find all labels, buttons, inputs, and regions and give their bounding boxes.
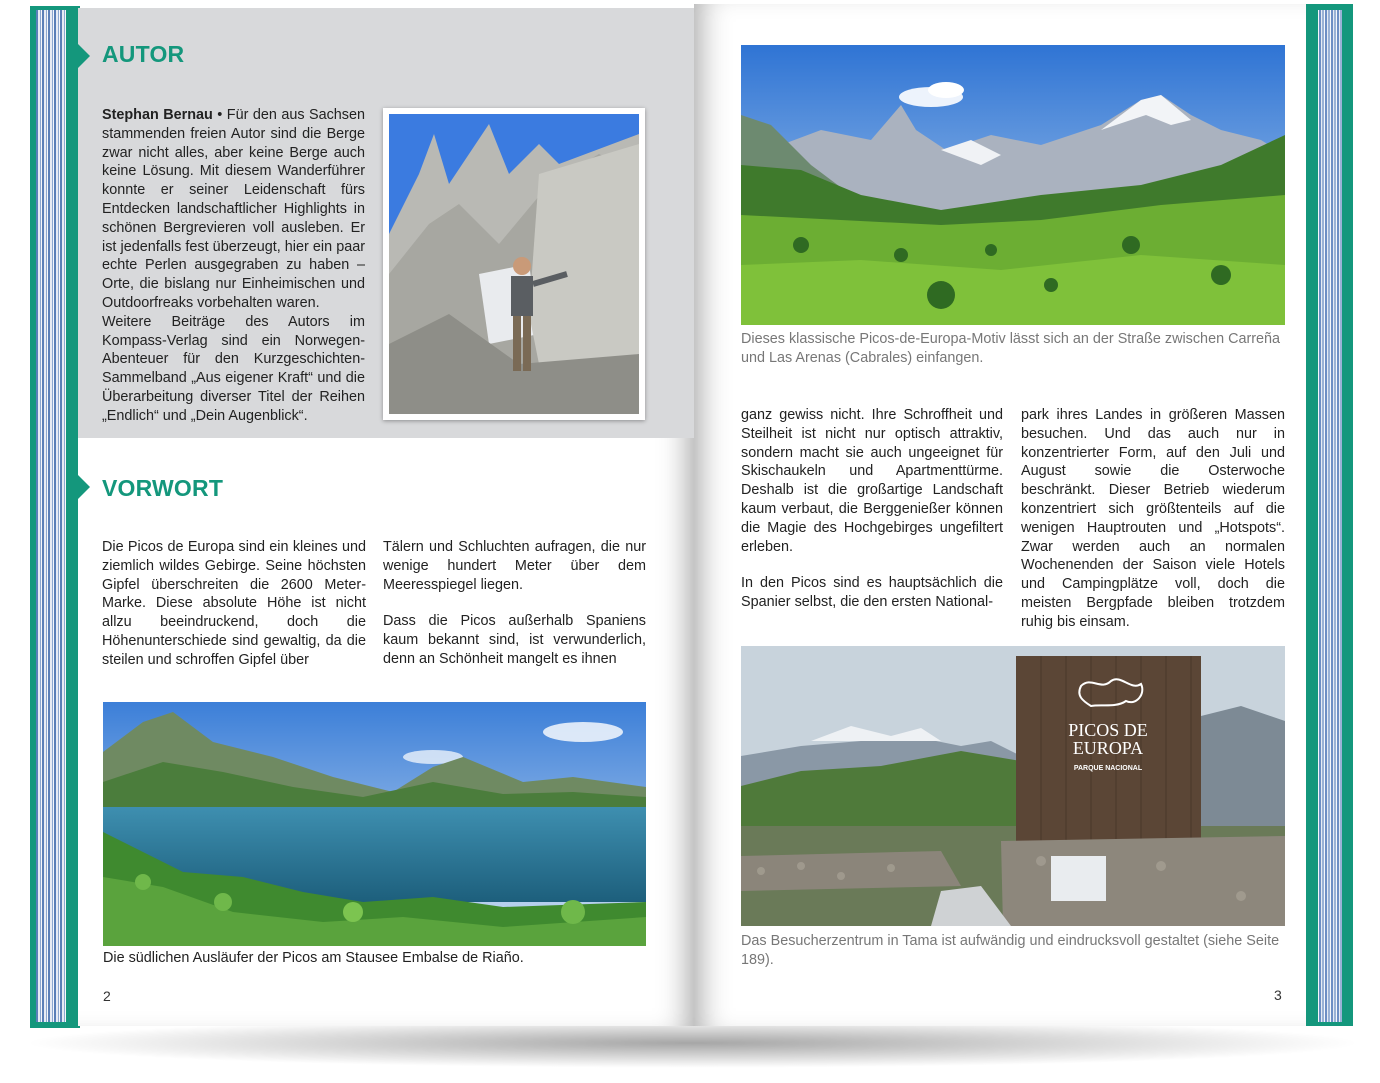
right-col2-text: park ihres Landes in größeren Massen besuchen. Und das auch nur in konzentrierter Form, auf den Juli und August sowie die Osterwoche beschränkt. Dieser Betrieb wiederum konzentriert sich größtenteils auf die wenigen Hauptrouten und „Hotspots“. Zwar werden auch an normalen Wochenenden der Saison viele Hotels und Campingplätze voll, doch die meisten Bergpfade bleiben trotzdem ruhig bis einsam. — [1021, 407, 1285, 630]
page-number-right: 3 — [1274, 987, 1282, 1003]
author-portrait-frame — [383, 108, 645, 420]
right-page — [694, 4, 1306, 1026]
vorwort-col2-p2: Dass die Picos außerhalb Spaniens kaum bekannt sind, ist verwunderlich, denn an Schönheit mangelt es ihnen — [383, 613, 646, 667]
vorwort-col1-text: Die Picos de Europa sind ein kleines und ziemlich wildes Gebirge. Seine höchsten Gipfel überschreiten die 2600 Meter-Marke. Diese absolute Höhe ist nicht allzu beeindruckend, doch die Höhenunterschiede sind gewaltig, da die steilen und schroffen Gipfel über — [102, 539, 366, 668]
left-page — [78, 8, 694, 1026]
page-edges-right — [1318, 10, 1342, 1022]
vorwort-col2-p1: Tälern und Schluchten aufragen, die nur wenige hundert Meter über dem Meeresspiegel liegen. — [383, 539, 646, 593]
visitor-center-photo — [741, 646, 1285, 926]
vorwort-column-1 — [102, 538, 366, 670]
autor-heading-marker — [78, 44, 90, 68]
vorwort-column-2 — [383, 538, 646, 669]
author-portrait-photo — [389, 114, 639, 414]
vorwort-heading: VORWORT — [102, 475, 224, 501]
sign-text-line2: EUROPA — [1072, 738, 1144, 758]
right-col1-p2: In den Picos sind es hauptsächlich die Spanier selbst, die den ersten National- — [741, 575, 1003, 611]
sign-text-line3: PARQUE NACIONAL — [1073, 765, 1143, 772]
right-column-2 — [1021, 406, 1285, 632]
author-bio-text: • Für den aus Sachsen stammenden freien Autor sind die Berge zwar nicht alles, aber keine Berge auch keine Lösung. Mit diesem Wanderführer konnte er seiner Leidenschaft fürs Entdecken landschaftlicher Highlights in schönen Bergrevieren voll ausleben. Er ist jedenfalls fest überzeugt, hier ein paar echte Perlen ausgegraben zu haben – Orte, die bislang nur Einheimischen und Outdoorfreaks vorbehalten waren. — [102, 107, 365, 311]
mountain-meadow-photo — [741, 45, 1285, 325]
page-number-left: 2 — [103, 988, 111, 1004]
lake-caption: Die südlichen Ausläufer der Picos am Stausee Embalse de Riaño. — [103, 950, 524, 966]
author-name: Stephan Bernau — [102, 107, 213, 123]
right-column-1 — [741, 406, 1003, 612]
autor-heading: AUTOR — [102, 41, 185, 67]
page-edges-left — [36, 10, 66, 1022]
mountain-meadow-caption: Dieses klassische Picos-de-Europa-Motiv lässt sich an der Straße zwischen Carreña und Las Arenas (Cabrales) einfangen. — [741, 331, 1281, 366]
sign-text-line1: PICOS DE — [1068, 720, 1148, 740]
vorwort-heading-marker — [78, 475, 90, 499]
visitor-center-caption: Das Besucherzentrum in Tama ist aufwändig und eindrucksvoll gestaltet (siehe Seite 189). — [741, 933, 1280, 968]
author-bio-more: Weitere Beiträge des Autors im Kompass-Verlag sind ein Norwegen-Abenteuer für den Kurzgeschichten-Sammelband „Aus eigener Kraft“ und die Überarbeitung diverser Titel der Reihen „Endlich“ und „Dein Augenblick“. — [102, 313, 365, 424]
autor-bio — [102, 106, 365, 426]
lake-photo — [103, 702, 646, 946]
right-col1-p1: ganz gewiss nicht. Ihre Schroffheit und Steilheit ist nicht nur optisch attraktiv, sondern macht sie auch ungeeignet für Skischaukeln und Apartmenttürme. Deshalb ist die großartige Landschaft kaum verbaut, die Berggenießer können die Magie des Hochgebirges ungefiltert erleben. — [741, 407, 1003, 555]
